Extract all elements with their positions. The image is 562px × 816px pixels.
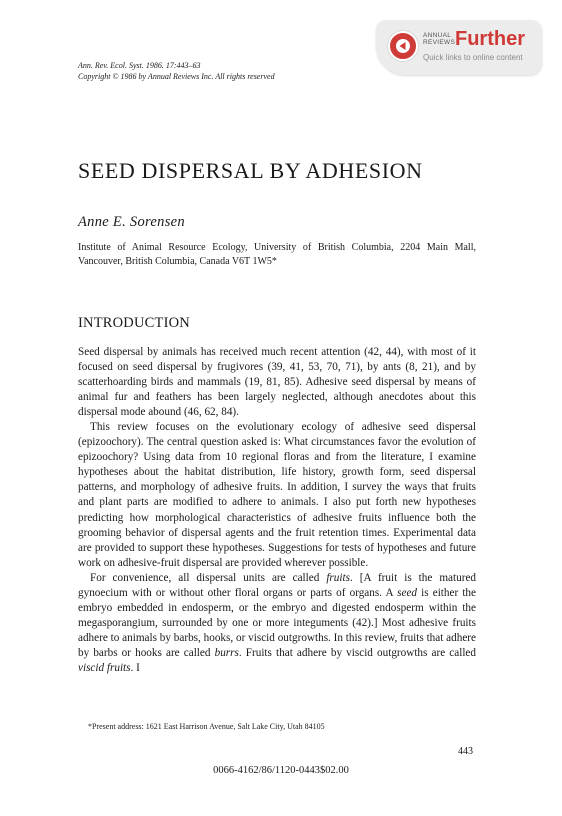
term-viscid-fruits: viscid fruits [78, 661, 131, 674]
footnote: *Present address: 1621 East Harrison Avenue, Salt Lake City, Utah 84105 [88, 722, 325, 731]
play-arrow-icon [388, 31, 418, 61]
further-label: Further [455, 28, 525, 50]
article-title: SEED DISPERSAL BY ADHESION [78, 158, 423, 183]
term-fruits: fruits [326, 571, 350, 584]
author-affiliation: Institute of Animal Resource Ecology, University of British Columbia, 2204 Main Mall, Vancouver, British Columbia, Canada V6T 1W5* [78, 242, 476, 267]
paragraph-2: This review focuses on the evolutionary ecology of adhesive seed dispersal (epizoochory). The central question asked is: What circumstances favor the evolution of epizoochory? Using data from 10 regional floras and from the literature, I examine hypotheses about the habitat distribution, life history, growth form, seed dispersal patterns, and morphology of adhesive fruits. In addition, I survey the ways that fruits and plant parts are modified to adhere to animals. I also put forth new hypotheses predicting how morphological characteristics of adhesive fruits influence both the grooming behavior of dispersal agents and the fruit retention times. Experimental data are provided to support these hypotheses. Suggestions for tests of hypotheses and future work on adhesive-fruit dispersal are provided wherever possible. [78, 421, 476, 569]
paragraph-3: For convenience, all dispersal units are called fruits. [A fruit is the matured gynoecium with or without other floral organs or parts of organs. A seed is either the embryo embedded in endosperm, or the embryo and digested endosperm within the megasporangium, surrounded by one or more integuments (42).] Most adhesive fruits adhere to animals by barbs, hooks, or viscid outgrowths. In this review, fruits that adhere by barbs or hooks are called burrs. Fruits that adhere by viscid outgrowths are called viscid fruits. I [78, 571, 476, 674]
journal-citation [78, 60, 275, 82]
article-code: 0066-4162/86/1120-0443$02.00 [213, 765, 349, 776]
section-heading-introduction: INTRODUCTION [78, 315, 190, 331]
term-burrs: burrs [214, 646, 239, 659]
author-name: Anne E. Sorensen [78, 214, 185, 230]
further-badge[interactable] [376, 20, 542, 75]
paragraph-1: Seed dispersal by animals has received much recent attention (42, 44), with most of it focused on seed dispersal by frugivores (39, 41, 53, 70, 71), by ants (8, 21), and by scatterhoarding birds and mammals (19, 81, 85). Adhesive seed dispersal by means of animal fur and feathers has been largely neglected, although anecdotes about this dispersal mode abound (46, 62, 84). [78, 346, 476, 419]
page-number: 443 [458, 746, 473, 757]
further-tagline: Quick links to online content [423, 53, 523, 62]
citation-line-2: Copyright © 1986 by Annual Reviews Inc. All rights reserved [78, 72, 275, 81]
term-seed: seed [397, 586, 418, 599]
citation-line-1: Ann. Rev. Ecol. Syst. 1986. 17:443–63 [78, 61, 201, 70]
article-body [78, 345, 476, 676]
annual-reviews-wordmark: ANNUAL REVIEWS [423, 32, 456, 46]
